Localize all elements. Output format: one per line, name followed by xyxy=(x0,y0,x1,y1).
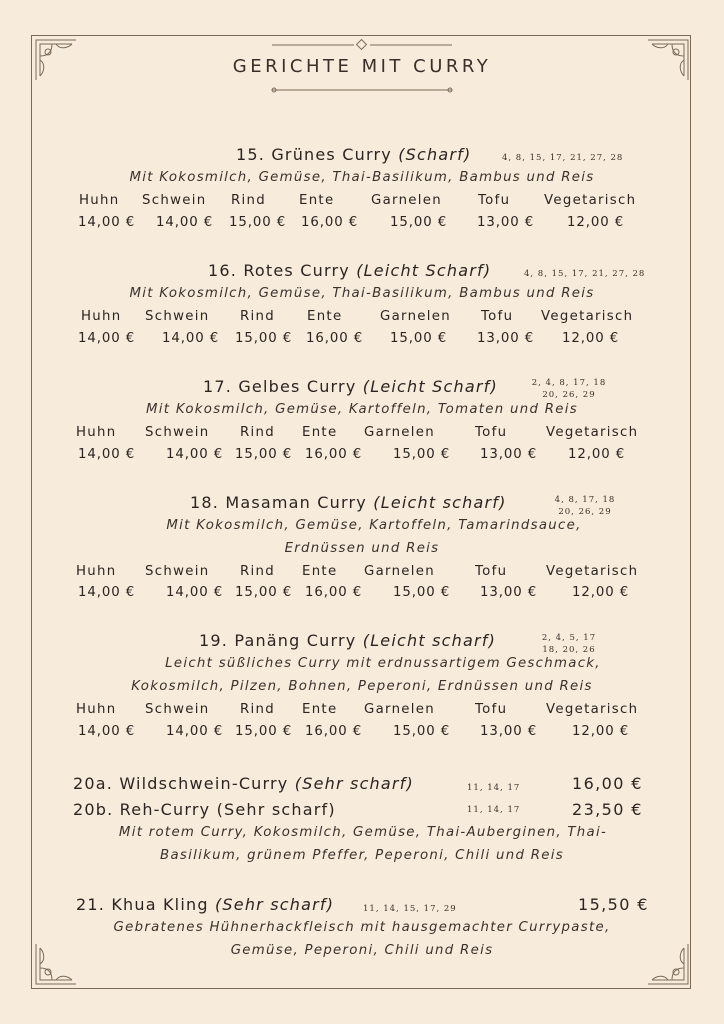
dish-18-description-line-1: Mit Kokosmilch, Gemüse, Kartoffeln, Tamarindsauce, xyxy=(166,518,582,533)
label-rind: Rind xyxy=(240,564,276,579)
label-huhn: Huhn xyxy=(76,702,117,717)
price-ente: 16,00 € xyxy=(305,585,363,600)
price-schwein: 14,00 € xyxy=(166,447,224,462)
price-rind: 15,00 € xyxy=(235,331,293,346)
label-huhn: Huhn xyxy=(79,193,120,208)
price-schwein: 14,00 € xyxy=(156,215,214,230)
dish-20a-name xyxy=(73,774,414,793)
label-vegetarisch: Vegetarisch xyxy=(541,309,634,324)
price-schwein: 14,00 € xyxy=(162,331,220,346)
allergen-line: 2, 4, 5, 17 xyxy=(541,633,597,643)
label-schwein: Schwein xyxy=(145,564,210,579)
label-rind: Rind xyxy=(240,702,276,717)
heat-level: (Sehr scharf) xyxy=(214,895,335,914)
label-huhn: Huhn xyxy=(76,564,117,579)
dish-20-description-line-1: Mit rotem Curry, Kokosmilch, Gemüse, Thai-Auberginen, Thai- xyxy=(118,825,608,840)
label-garnelen: Garnelen xyxy=(364,425,435,440)
heat-level: (Scharf) xyxy=(398,145,472,164)
price-garnelen: 15,00 € xyxy=(393,447,451,462)
label-schwein: Schwein xyxy=(145,702,210,717)
dish-19-description-line-1: Leicht süßliches Curry mit erdnussartigem Geschmack, xyxy=(165,656,601,671)
price-tofu: 13,00 € xyxy=(477,215,535,230)
price-ente: 16,00 € xyxy=(301,215,359,230)
heat-level: (Leicht scharf) xyxy=(362,631,497,650)
heat-level: (Sehr scharf) xyxy=(294,774,414,793)
price-garnelen: 15,00 € xyxy=(393,724,451,739)
label-rind: Rind xyxy=(231,193,267,208)
heat-level: (Leicht Scharf) xyxy=(362,377,498,396)
label-ente: Ente xyxy=(299,193,335,208)
price-vegetarisch: 12,00 € xyxy=(572,585,630,600)
label-garnelen: Garnelen xyxy=(364,564,435,579)
dish-17-name xyxy=(203,377,498,396)
label-tofu: Tofu xyxy=(475,564,508,579)
dish-20-description-line-2: Basilikum, grünem Pfeffer, Peperoni, Chili und Reis xyxy=(160,848,564,863)
price-schwein: 14,00 € xyxy=(166,724,224,739)
label-rind: Rind xyxy=(240,309,276,324)
dish-15-description: Mit Kokosmilch, Gemüse, Thai-Basilikum, Bambus und Reis xyxy=(129,170,595,185)
price-garnelen: 15,00 € xyxy=(390,215,448,230)
label-garnelen: Garnelen xyxy=(364,702,435,717)
price-tofu: 13,00 € xyxy=(480,585,538,600)
price-tofu: 13,00 € xyxy=(480,447,538,462)
price-huhn: 14,00 € xyxy=(78,215,136,230)
dish-19-allergens xyxy=(536,632,602,656)
dish-16-description: Mit Kokosmilch, Gemüse, Thai-Basilikum, Bambus und Reis xyxy=(129,286,595,301)
label-rind: Rind xyxy=(240,425,276,440)
label-vegetarisch: Vegetarisch xyxy=(544,193,637,208)
price-ente: 16,00 € xyxy=(305,724,363,739)
label-tofu: Tofu xyxy=(475,702,508,717)
allergen-line: 2, 4, 8, 17, 18 xyxy=(531,378,607,388)
dish-name: 16. Rotes Curry xyxy=(208,261,350,280)
dish-21-description-line-2: Gemüse, Peperoni, Chili und Reis xyxy=(230,943,494,958)
label-schwein: Schwein xyxy=(142,193,207,208)
dish-18-name xyxy=(190,493,507,512)
page-title: GERICHTE MIT CURRY xyxy=(232,56,492,77)
dish-20b-price: 23,50 € xyxy=(572,800,643,819)
label-ente: Ente xyxy=(302,564,338,579)
price-rind: 15,00 € xyxy=(235,447,293,462)
price-ente: 16,00 € xyxy=(306,331,364,346)
heat-level: (Leicht Scharf) xyxy=(356,261,492,280)
allergen-line: 20, 26, 29 xyxy=(558,507,612,517)
dish-20a-price: 16,00 € xyxy=(572,774,643,793)
dish-20b-name: 20b. Reh-Curry (Sehr scharf) xyxy=(73,800,336,819)
price-garnelen: 15,00 € xyxy=(393,585,451,600)
price-rind: 15,00 € xyxy=(235,724,293,739)
title-ornament-top-icon xyxy=(270,39,454,51)
dish-15-name xyxy=(236,145,471,164)
dish-21-description-line-1: Gebratenes Hühnerhackfleisch mit hausgemachter Currypaste, xyxy=(113,920,611,935)
allergen-line: 20, 26, 29 xyxy=(542,390,596,400)
dish-name: 21. Khua Kling xyxy=(76,895,209,914)
label-tofu: Tofu xyxy=(475,425,508,440)
price-vegetarisch: 12,00 € xyxy=(572,724,630,739)
label-vegetarisch: Vegetarisch xyxy=(546,425,639,440)
dish-name: 17. Gelbes Curry xyxy=(203,377,357,396)
dish-16-allergens: 4, 8, 15, 17, 21, 27, 28 xyxy=(524,269,646,279)
dish-15-allergens: 4, 8, 15, 17, 21, 27, 28 xyxy=(502,153,624,163)
dish-20b-allergens: 11, 14, 17 xyxy=(467,805,521,815)
dish-18-allergens xyxy=(548,494,622,518)
label-ente: Ente xyxy=(307,309,343,324)
dish-17-allergens xyxy=(530,377,608,401)
label-garnelen: Garnelen xyxy=(371,193,442,208)
price-huhn: 14,00 € xyxy=(78,331,136,346)
label-garnelen: Garnelen xyxy=(380,309,451,324)
allergen-line: 4, 8, 17, 18 xyxy=(554,495,616,505)
dish-17-description: Mit Kokosmilch, Gemüse, Kartoffeln, Tomaten und Reis xyxy=(146,402,578,417)
price-ente: 16,00 € xyxy=(305,447,363,462)
label-tofu: Tofu xyxy=(481,309,514,324)
dish-name: 15. Grünes Curry xyxy=(236,145,392,164)
dish-16-name xyxy=(208,261,491,280)
price-tofu: 13,00 € xyxy=(477,331,535,346)
price-tofu: 13,00 € xyxy=(480,724,538,739)
dish-21-allergens: 11, 14, 15, 17, 29 xyxy=(363,904,457,914)
price-huhn: 14,00 € xyxy=(78,447,136,462)
label-schwein: Schwein xyxy=(145,309,210,324)
label-huhn: Huhn xyxy=(76,425,117,440)
price-vegetarisch: 12,00 € xyxy=(568,447,626,462)
price-vegetarisch: 12,00 € xyxy=(562,331,620,346)
price-rind: 15,00 € xyxy=(229,215,287,230)
label-ente: Ente xyxy=(302,425,338,440)
price-huhn: 14,00 € xyxy=(78,585,136,600)
dish-19-description-line-2: Kokosmilch, Pilzen, Bohnen, Peperoni, Erdnüssen und Reis xyxy=(131,679,593,694)
dish-21-name xyxy=(76,895,334,914)
dish-name: 20a. Wildschwein-Curry xyxy=(73,774,289,793)
title-ornament-bottom-icon xyxy=(270,84,454,96)
label-ente: Ente xyxy=(302,702,338,717)
price-garnelen: 15,00 € xyxy=(390,331,448,346)
label-tofu: Tofu xyxy=(478,193,511,208)
dish-name: 18. Masaman Curry xyxy=(190,493,367,512)
dish-18-description-line-2: Erdnüssen und Reis xyxy=(284,541,440,556)
price-huhn: 14,00 € xyxy=(78,724,136,739)
dish-20a-allergens: 11, 14, 17 xyxy=(467,783,521,793)
label-vegetarisch: Vegetarisch xyxy=(546,702,639,717)
allergen-line: 18, 20, 26 xyxy=(542,645,596,655)
price-rind: 15,00 € xyxy=(235,585,293,600)
label-vegetarisch: Vegetarisch xyxy=(546,564,639,579)
label-schwein: Schwein xyxy=(145,425,210,440)
heat-level: (Leicht scharf) xyxy=(373,493,507,512)
dish-name: 19. Panäng Curry xyxy=(199,631,357,650)
dish-19-name xyxy=(199,631,496,650)
dish-21-price: 15,50 € xyxy=(578,895,649,914)
price-schwein: 14,00 € xyxy=(166,585,224,600)
label-huhn: Huhn xyxy=(81,309,122,324)
price-vegetarisch: 12,00 € xyxy=(567,215,625,230)
